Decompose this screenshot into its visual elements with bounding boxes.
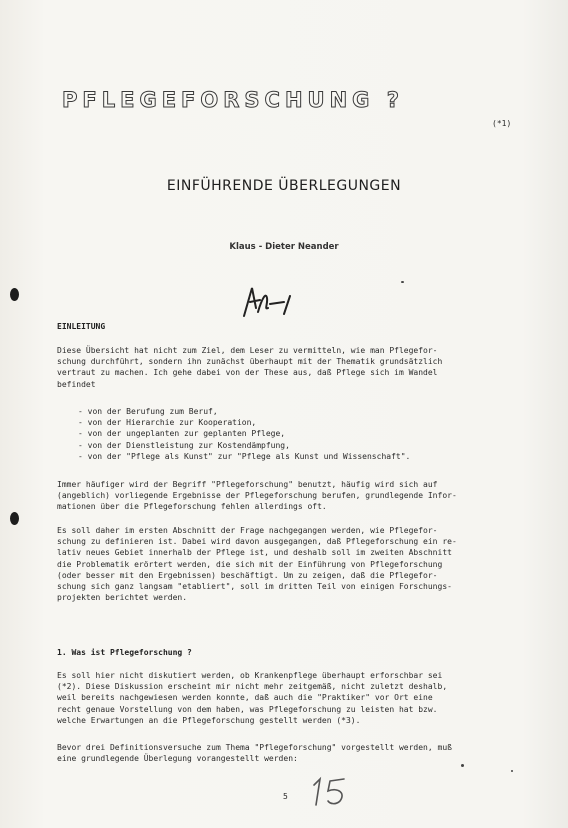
stain-mark (401, 281, 404, 283)
punch-hole-top (10, 288, 19, 301)
punch-hole-bottom (10, 512, 19, 525)
footnote-marker: (*1) (492, 119, 512, 128)
handwritten-folio-number (308, 773, 352, 809)
section1-paragraph-1: Es soll hier nicht diskutiert werden, ob Krankenpflege überhaupt erforschbar sei (*2). Diese Diskussion erscheint mir nicht mehr zeitgemäß, nicht zuletzt deshalb, weil bereits nachgewiesen werden konnte, daß auch die "Praktiker" vor Ort eine recht genaue Vorstellung von dem haben, was Pflegeforschung zu leisten hat bzw. welche Erwartungen an die Pflegeforschung gestellt werden (*3). (57, 671, 448, 725)
document-title: PFLEGEFORSCHUNG ? (62, 88, 404, 112)
list-item: - von der ungeplanten zur geplanten Pflege, (78, 428, 410, 439)
author-name: Klaus - Dieter Neander (229, 242, 339, 252)
intro-paragraph-2: Immer häufiger wird der Begriff "Pflegeforschung" benutzt, häufig wird sich auf (angeblich) vorliegende Ergebnisse der Pflegeforschung berufen, grundlegende Infor- mationen über die Pflegeforschung fehlen allerdings oft. (57, 480, 457, 512)
list-item: - von der "Pflege als Kunst" zur "Pflege als Kunst und Wissenschaft". (78, 451, 410, 462)
page-number: 5 (283, 792, 288, 801)
heading-introduction: EINLEITUNG (57, 322, 106, 331)
list-item: - von der Hierarchie zur Kooperation, (78, 417, 410, 428)
list-item: - von der Berufung zum Beruf, (78, 406, 410, 417)
intro-paragraph-3: Es soll daher im ersten Abschnitt der Frage nachgegangen werden, wie Pflegefor- schung zu definieren ist. Dabei wird davon ausgegangen, daß Pflegeforschung ein re- lativ neues Gebiet innerhalb der Pflege ist, und deshalb soll im zweiten Abschnitt die Problematik erörtert werden, die sich mit der Einführung von Pflegeforschung (oder besser mit den Ergebnissen) beschäftigt. Um zu zeigen, daß die Pflegefor- schung sich ganz langsam "etabliert", soll im dritten Teil von einigen Forschungs- projekten berichtet werden. (57, 526, 457, 603)
stain-mark (511, 770, 513, 772)
list-item: - von der Dienstleistung zur Kostendämpfung, (78, 440, 410, 451)
intro-paragraph-1: Diese Übersicht hat nicht zum Ziel, dem Leser zu vermitteln, wie man Pflegefor- schung durchführt, sondern ihn zunächst überhaupt mit der Thematik grundsätzlich vertraut zu machen. Ich gehe dabei von der These aus, daß Pflege sich im Wandel befindet (57, 346, 443, 389)
heading-section-1: 1. Was ist Pflegeforschung ? (57, 648, 192, 657)
transition-list (78, 406, 410, 462)
document-subtitle: EINFÜHRENDE ÜBERLEGUNGEN (166, 178, 402, 194)
stain-mark (461, 764, 464, 767)
handwritten-signature (240, 278, 320, 323)
section1-paragraph-2: Bevor drei Definitionsversuche zum Thema "Pflegeforschung" vorgestellt werden, muß eine grundlegende Überlegung vorangestellt werden: (57, 743, 452, 764)
